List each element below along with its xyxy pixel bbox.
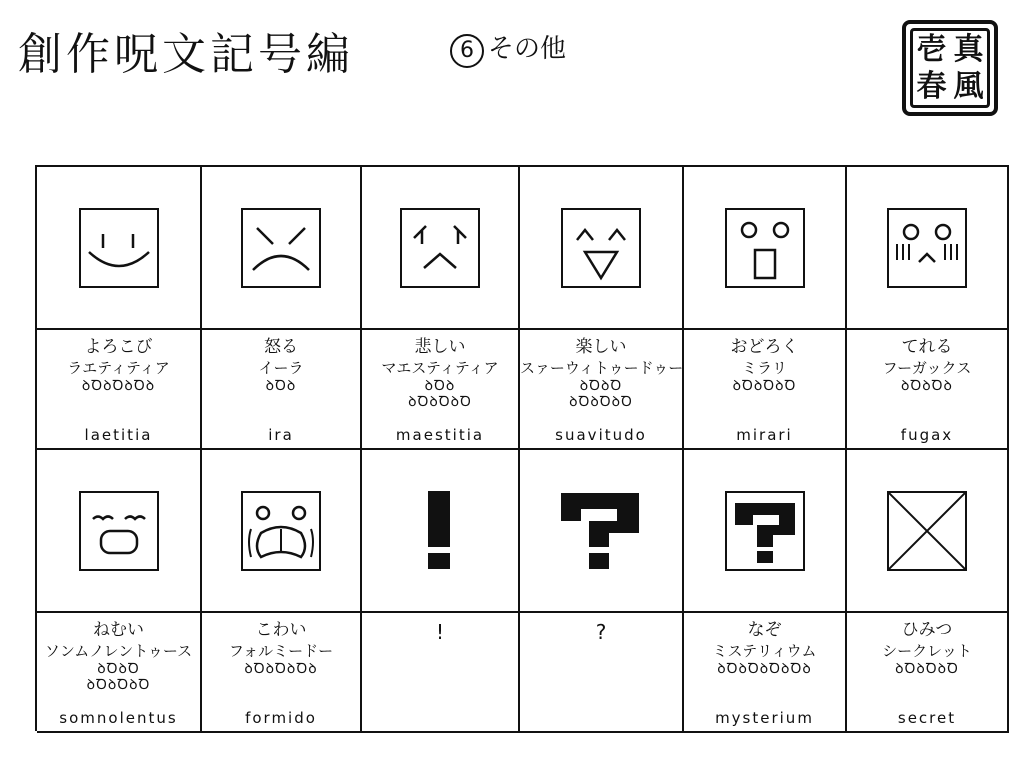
label-cell: [37, 613, 202, 733]
stamp-char: 壱: [916, 31, 947, 67]
spell-glyphs: ꝺꝹꝺꝹꝺꝹꝺ: [244, 661, 318, 677]
page-subtitle: [450, 28, 566, 68]
label-row: [37, 330, 1009, 450]
spell-glyphs: ꝺꝹꝺꝹ: [97, 661, 140, 677]
katakana-reading: フーガックス: [882, 359, 972, 377]
label-cell: [520, 613, 684, 733]
page-title: 創作呪文記号編: [18, 29, 354, 80]
icon-cell: [520, 450, 684, 613]
spell-glyphs: ꝺꝹꝺꝹ: [579, 378, 623, 394]
latin-word: secret: [897, 709, 957, 727]
japanese-label: おどろく: [730, 337, 799, 357]
sleepy-face-icon: [79, 491, 159, 571]
symbol-mark: ?: [595, 620, 607, 644]
japanese-label: なぞ: [747, 620, 782, 640]
icon-cell: [362, 167, 520, 330]
sad-face-icon: [400, 208, 480, 288]
label-cell: [37, 330, 202, 450]
spell-glyphs: ꝺꝹꝺꝹꝺꝹ: [732, 378, 797, 394]
latin-word: suavitudo: [555, 426, 647, 444]
spell-glyphs: ꝺꝹꝺꝹꝺ: [901, 378, 953, 394]
secret-box-icon: [887, 491, 967, 571]
icon-cell: [684, 167, 847, 330]
spell-glyphs: ꝺꝹꝺ: [424, 378, 456, 394]
label-cell: [520, 330, 684, 450]
latin-word: laetitia: [84, 426, 153, 444]
japanese-label: 悲しい: [414, 337, 466, 357]
surprised-face-icon: [725, 208, 805, 288]
icon-cell: [37, 450, 202, 613]
latin-word: formido: [245, 709, 317, 727]
spell-glyphs: ꝺꝹꝺꝹꝺꝹ: [86, 677, 151, 693]
shy-face-icon: [887, 208, 967, 288]
subtitle-text: その他: [488, 34, 567, 64]
icon-cell: [847, 167, 1009, 330]
japanese-label: 怒る: [264, 337, 298, 357]
katakana-reading: マエスティティア: [381, 359, 499, 377]
japanese-label: てれる: [901, 337, 953, 357]
latin-word: ira: [268, 426, 294, 444]
japanese-label: 楽しい: [575, 337, 627, 357]
icon-row: [37, 450, 1009, 613]
symbol-mark: !: [435, 620, 445, 644]
latin-word: fugax: [900, 426, 954, 444]
circled-number: 6: [450, 34, 484, 68]
happy-face-icon: [561, 208, 641, 288]
icon-cell: [202, 450, 362, 613]
label-cell: [362, 613, 520, 733]
icon-cell: [37, 167, 202, 330]
question-icon: [561, 491, 641, 571]
label-row: [37, 613, 1009, 733]
katakana-reading: フォルミードー: [228, 642, 334, 660]
latin-word: maestitia: [395, 426, 485, 444]
symbol-table: [35, 165, 1009, 731]
icon-cell: [202, 167, 362, 330]
mystery-box-icon: [725, 491, 805, 571]
spell-glyphs: ꝺꝹꝺꝹꝺꝹ: [408, 394, 472, 410]
katakana-reading: ミステリィウム: [712, 642, 817, 660]
stamp-char: 春: [916, 68, 947, 104]
spell-glyphs: ꝺꝹꝺꝹꝺꝹ: [895, 661, 959, 677]
japanese-label: よろこび: [84, 337, 153, 357]
stamp-char: 真: [953, 31, 984, 67]
katakana-reading: イーラ: [258, 359, 304, 377]
katakana-reading: ラエティティア: [67, 359, 170, 377]
label-cell: [684, 613, 847, 733]
spell-glyphs: ꝺꝹꝺ: [265, 378, 297, 394]
katakana-reading: スァーウィトゥードゥー: [520, 359, 684, 377]
spell-glyphs: ꝺꝹꝺꝹꝺꝹꝺꝹꝺ: [717, 661, 812, 677]
seal-stamp: [902, 20, 998, 116]
label-cell: [847, 330, 1009, 450]
label-cell: [202, 330, 362, 450]
latin-word: mysterium: [715, 709, 814, 727]
japanese-label: ねむい: [93, 620, 144, 640]
japanese-label: こわい: [255, 620, 307, 640]
icon-cell: [362, 450, 520, 613]
crying-face-icon: [241, 491, 321, 571]
katakana-reading: シークレット: [882, 642, 972, 660]
label-cell: [684, 330, 847, 450]
exclamation-icon: [400, 491, 480, 571]
icon-cell: [847, 450, 1009, 613]
icon-row: [37, 167, 1009, 330]
label-cell: [847, 613, 1009, 733]
spell-glyphs: ꝺꝹꝺꝹꝺꝹ: [569, 394, 633, 410]
katakana-reading: ソンムノレントゥース: [44, 642, 193, 660]
latin-word: somnolentus: [59, 709, 178, 727]
icon-cell: [684, 450, 847, 613]
japanese-label: ひみつ: [901, 620, 953, 640]
icon-cell: [520, 167, 684, 330]
katakana-reading: ミラリ: [741, 359, 787, 377]
smile-face-icon: [79, 208, 159, 288]
label-cell: [362, 330, 520, 450]
latin-word: mirari: [736, 426, 793, 444]
angry-face-icon: [241, 208, 321, 288]
stamp-char: 風: [953, 68, 984, 104]
label-cell: [202, 613, 362, 733]
spell-glyphs: ꝺꝹꝺꝹꝺꝹꝺ: [81, 378, 156, 394]
